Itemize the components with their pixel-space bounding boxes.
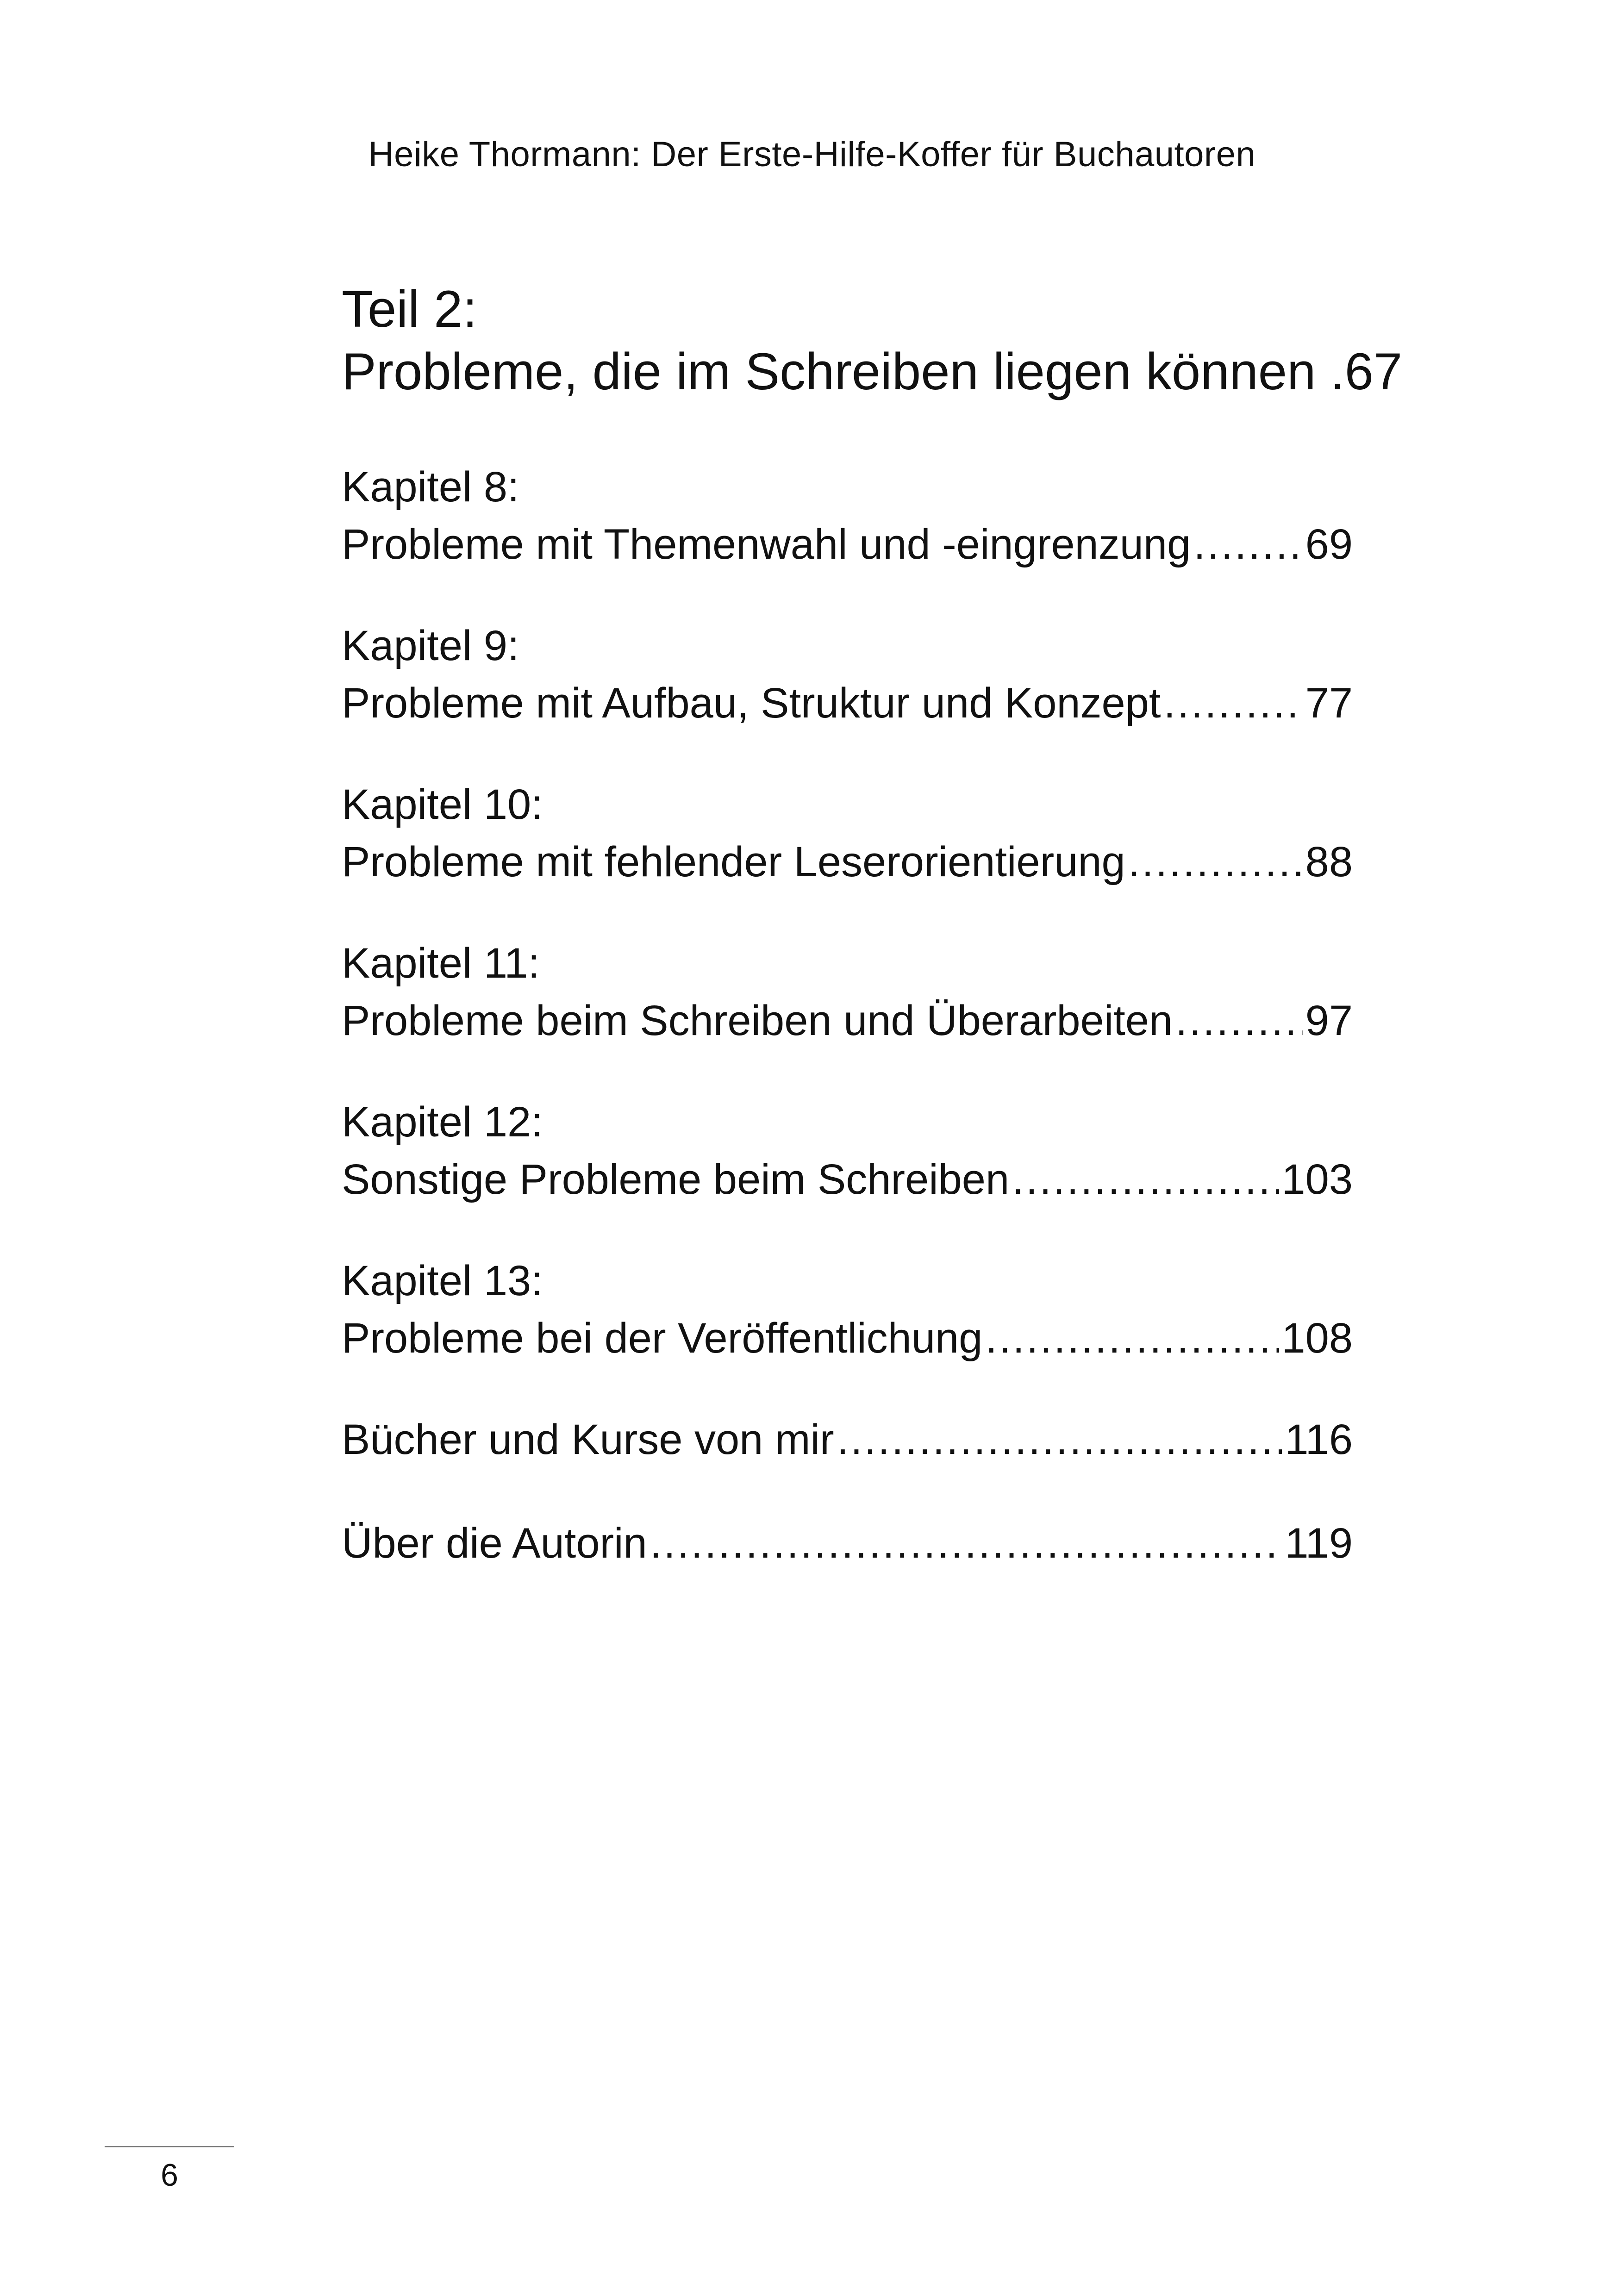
toc-entry — [342, 992, 1353, 1049]
entry-title: Bücher und Kurse von mir — [342, 1416, 834, 1463]
entry-page-number: 77 — [1305, 680, 1353, 727]
entry-page-number: 116 — [1285, 1416, 1353, 1463]
entry-page-number: 108 — [1281, 1315, 1353, 1362]
entry-title: Probleme mit Aufbau, Struktur und Konzept — [342, 680, 1161, 727]
entry-title: Probleme bei der Veröffentlichung — [342, 1315, 983, 1362]
entry-title: Probleme beim Schreiben und Überarbeiten — [342, 997, 1173, 1044]
chapter-label: Kapitel 9: — [342, 622, 519, 669]
toc-entry-about-author — [342, 1515, 1353, 1572]
toc-entry-books-and-courses — [342, 1411, 1353, 1468]
toc-chapter-11 — [342, 935, 1353, 1049]
dot-leader — [1163, 674, 1302, 732]
table-of-contents — [342, 278, 1403, 1618]
entry-page-number: 69 — [1305, 521, 1353, 568]
toc-chapter-13 — [342, 1252, 1353, 1367]
toc-entry — [342, 674, 1353, 732]
chapter-label: Kapitel 11: — [342, 940, 540, 987]
dot-leader — [1175, 992, 1303, 1049]
toc-chapter-10 — [342, 776, 1353, 891]
dot-leader — [1193, 516, 1302, 573]
toc-entry — [342, 516, 1353, 573]
entry-title: Über die Autorin — [342, 1520, 647, 1567]
part-title: Probleme, die im Schreiben liegen können . — [342, 343, 1345, 400]
dot-leader — [1128, 833, 1303, 891]
dot-leader — [650, 1515, 1282, 1572]
footer-divider — [105, 2146, 234, 2147]
entry-page-number: 119 — [1285, 1520, 1353, 1567]
dot-leader — [1012, 1151, 1279, 1208]
dot-leader — [985, 1310, 1279, 1367]
toc-chapter-9 — [342, 617, 1353, 732]
running-header: Heike Thormann: Der Erste-Hilfe-Koffer für Buchautoren — [368, 135, 1256, 174]
part-title-line — [342, 340, 1403, 403]
part-heading — [342, 278, 1403, 403]
chapter-label: Kapitel 13: — [342, 1257, 543, 1304]
page-number: 6 — [161, 2158, 178, 2193]
toc-chapter-8 — [342, 458, 1353, 573]
toc-chapter-12 — [342, 1093, 1353, 1208]
toc-entry — [342, 833, 1353, 891]
entry-title: Sonstige Probleme beim Schreiben — [342, 1156, 1010, 1203]
entry-page-number: 103 — [1281, 1156, 1353, 1203]
toc-entry — [342, 1151, 1353, 1208]
dot-leader — [837, 1411, 1282, 1468]
entry-page-number: 97 — [1305, 997, 1353, 1044]
chapter-label: Kapitel 8: — [342, 463, 519, 511]
part-page-number: 67 — [1344, 343, 1403, 400]
entry-title: Probleme mit fehlender Leserorientierung — [342, 838, 1125, 886]
entry-title: Probleme mit Themenwahl und -eingrenzung — [342, 521, 1191, 568]
entry-page-number: 88 — [1305, 838, 1353, 886]
chapter-label: Kapitel 10: — [342, 781, 543, 828]
toc-entry — [342, 1310, 1353, 1367]
part-label: Teil 2: — [342, 280, 477, 338]
chapter-label: Kapitel 12: — [342, 1098, 543, 1146]
